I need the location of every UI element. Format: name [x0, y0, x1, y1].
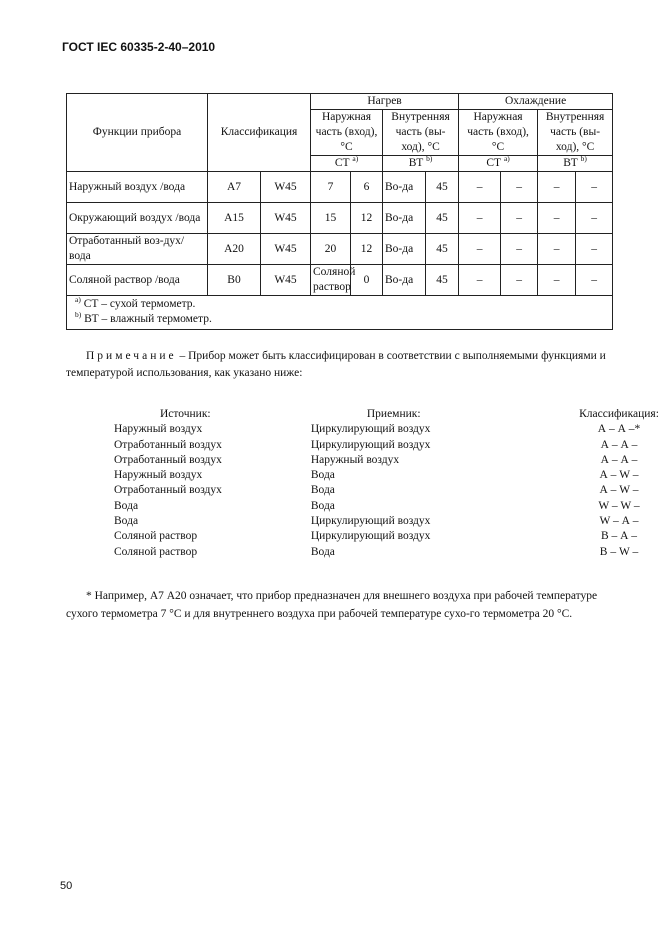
header-cooling-outdoor: Наружная часть (вход), °С	[459, 110, 538, 156]
note-paragraph	[66, 348, 616, 382]
note-text: – Прибор может быть классифицирован в соответствии с выполняемыми функциями и температурой использования, как указано ниже:	[66, 350, 606, 379]
header-cooling-bt: ВТ $^{b)}$	[538, 156, 613, 172]
header-cooling-indoor: Внутренняя часть (вы-ход), °С	[538, 110, 613, 156]
list-item: Наружный воздух Вода А – W –	[114, 469, 639, 482]
header-heating: Нагрев	[311, 94, 459, 110]
header-heating-ct: СТ $^{a)}$	[311, 156, 383, 172]
table-note-b: $^{b)}$ ВТ – влажный термометр.	[75, 310, 212, 325]
source-receiver-classification-list	[108, 407, 661, 560]
document-header: ГОСТ IEC 60335-2-40–2010	[62, 40, 216, 54]
page-number: 50	[60, 880, 73, 892]
table-row: Окружающий воздух /вода А15 W45 15 12 Во-да 45 – – – –	[67, 203, 613, 234]
table-note-a: $^{a)}$ СТ – сухой термометр.	[75, 295, 196, 310]
list-item: Вода Вода W – W –	[114, 499, 640, 512]
list-item: Вода Циркулирующий воздух W – А –	[114, 515, 639, 528]
header-heating-indoor: Внутренняя часть (вы-ход), °С	[383, 110, 459, 156]
header-heating-bt: ВТ $^{b)}$	[383, 156, 459, 172]
list-item: Отработанный воздух Циркулирующий воздух А – А –	[114, 438, 638, 451]
footnote: * Например, А7 А20 означает, что прибор предназначен для внешнего воздуха при рабочей температуре сухого термометра 7 °С и для внутреннего воздуха при рабочей температуре сухо-го термометра 20 °С.	[66, 590, 598, 620]
classification-conditions-table	[66, 93, 613, 330]
list-item: Отработанный воздух Вода А – W –	[114, 484, 639, 497]
table-row: Отработанный воз-дух/ вода А20 W45 20 12 Во-да 45 – – – –	[67, 234, 613, 265]
header-heating-outdoor: Наружная часть (вход), °С	[311, 110, 383, 156]
header-functions: Функции прибора	[67, 94, 208, 172]
list-item: Отработанный воздух Наружный воздух А – А –	[114, 453, 638, 466]
table-row: Наружный воздух /вода А7 W45 7 6 Во-да 45 – – – –	[67, 172, 613, 203]
note-label: Примечание	[86, 350, 177, 362]
list-header: Источник: Приемник: Классификация:	[160, 408, 659, 420]
header-cooling: Охлаждение	[459, 94, 613, 110]
list-item: Соляной раствор Циркулирующий воздух В – А –	[114, 530, 638, 543]
list-item: Соляной раствор Вода В – W –	[114, 545, 639, 558]
header-classification: Классификация	[208, 94, 311, 172]
header-cooling-ct: СТ $^{a)}$	[459, 156, 538, 172]
table-footnotes	[67, 296, 613, 330]
list-item: Наружный воздух Циркулирующий воздух А – А –*	[114, 423, 641, 436]
table-row: Соляной раствор /вода В0 W45 Соляной раствор 0 Во-да 45 – – – –	[67, 265, 613, 296]
